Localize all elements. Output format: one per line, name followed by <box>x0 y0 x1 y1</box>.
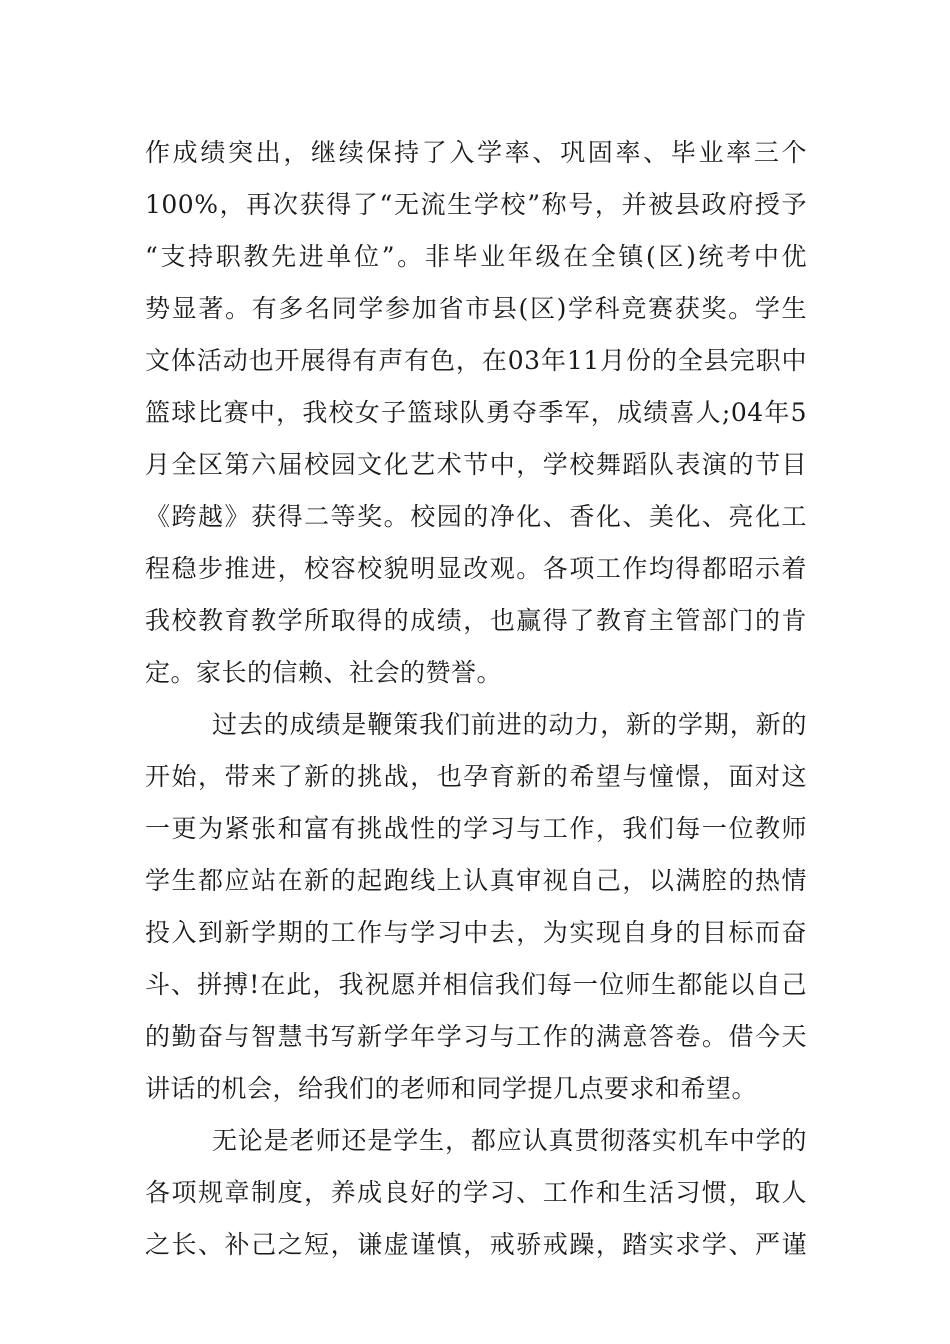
text-line: 100%，再次获得了“无流生学校”称号，并被县政府授予 <box>145 190 807 219</box>
text-line: 开始，带来了新的挑战，也孕育新的希望与憧憬，面对这 <box>145 762 807 791</box>
body-text <box>145 127 807 1271</box>
text-line: 一更为紧张和富有挑战性的学习与工作，我们每一位教师 <box>145 814 807 843</box>
text-line: 定。家长的信赖、社会的赞誉。 <box>145 658 503 687</box>
text-line: 的勤奋与智慧书写新学年学习与工作的满意答卷。借今天 <box>145 1022 807 1051</box>
text-line: 文体活动也开展得有声有色，在03年11月份的全县完职中 <box>145 346 807 375</box>
text-line: 斗、拼搏!在此，我祝愿并相信我们每一位师生都能以自己 <box>145 970 807 999</box>
text-line: 程稳步推进，校容校貌明显改观。各项工作均得都昭示着 <box>145 554 807 583</box>
text-line: “支持职教先进单位”。非毕业年级在全镇(区)统考中优 <box>145 242 807 271</box>
paragraph-first-line: 过去的成绩是鞭策我们前进的动力，新的学期，新的 <box>212 710 807 739</box>
paragraph-first-line: 无论是老师还是学生，都应认真贯彻落实机车中学的 <box>212 1126 807 1155</box>
text-line: 《跨越》获得二等奖。校园的净化、香化、美化、亮化工 <box>145 502 807 531</box>
text-line: 讲话的机会，给我们的老师和同学提几点要求和希望。 <box>145 1074 758 1103</box>
text-line: 我校教育教学所取得的成绩，也赢得了教育主管部门的肯 <box>145 606 807 635</box>
text-line: 月全区第六届校园文化艺术节中，学校舞蹈队表演的节目 <box>145 450 807 479</box>
text-line: 势显著。有多名同学参加省市县(区)学科竞赛获奖。学生 <box>145 294 807 323</box>
text-line: 各项规章制度，养成良好的学习、工作和生活习惯，取人 <box>145 1178 807 1207</box>
text-line: 之长、补己之短，谦虚谨慎，戒骄戒躁，踏实求学、严谨 <box>145 1230 807 1259</box>
text-line: 作成绩突出，继续保持了入学率、巩固率、毕业率三个 <box>145 138 807 167</box>
text-line: 篮球比赛中，我校女子篮球队勇夺季军，成绩喜人;04年5 <box>145 398 807 427</box>
text-line: 投入到新学期的工作与学习中去，为实现自身的目标而奋 <box>145 918 807 947</box>
text-line: 学生都应站在新的起跑线上认真审视自己，以满腔的热情 <box>145 866 807 895</box>
